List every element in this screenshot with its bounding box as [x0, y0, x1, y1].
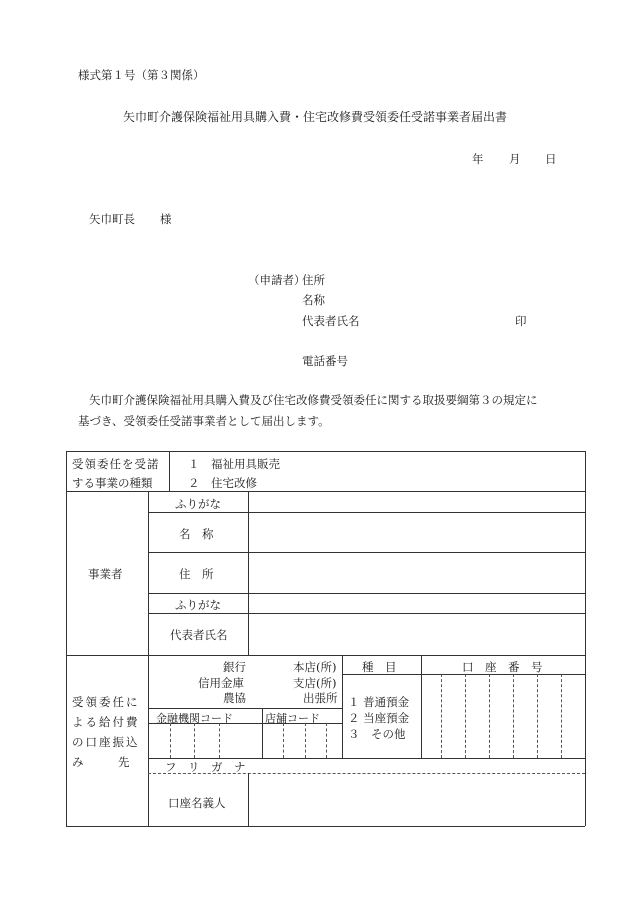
bank-option: 銀行 [223, 660, 246, 674]
sub-office-option: 出張所 [303, 691, 338, 705]
addressee-name: 矢巾町長 [89, 212, 135, 226]
furigana-kana-label: フ リ ガ ナ [165, 760, 246, 774]
furigana-label-2: ふりがな [175, 598, 221, 612]
business-name-label: 名 称 [179, 527, 214, 541]
head-office-option: 本店(所) [293, 660, 337, 674]
document-title: 矢巾町介護保険福祉用具購入費・住宅改修費受領委任受諾事業者届出書 [123, 110, 508, 124]
seal-mark: 印 [515, 314, 527, 328]
applicant-label: （申請者） [248, 273, 306, 287]
business-type-label-1: 受領委任を受諾 [72, 457, 160, 471]
date-month: 月 [509, 152, 521, 166]
date-day: 日 [545, 152, 557, 166]
business-type-option-1: １ 福祉用具販売 [188, 457, 280, 471]
business-type-label-2: する事業の種類 [72, 476, 153, 490]
account-label-2: よる給付費 [72, 715, 140, 729]
applicant-representative-label: 代表者氏名 [302, 314, 360, 328]
form-number: 様式第１号（第３関係） [78, 68, 205, 82]
credit-union-option: 信用金庫 [198, 676, 244, 690]
applicant-name-label: 名称 [302, 293, 325, 307]
account-label-3: の口座振込 [72, 735, 140, 749]
furigana-label: ふりがな [175, 497, 221, 511]
date-year: 年 [472, 152, 484, 166]
store-code-label: 店舗コード [265, 712, 320, 725]
account-holder-label: 口座名義人 [168, 796, 226, 810]
deposit-kind-1: １ 普通預金 [348, 695, 410, 709]
deposit-kind-2: ２ 当座預金 [348, 711, 410, 725]
branch-office-option: 支店(所) [293, 676, 337, 690]
bank-code-label: 金融機関コード [156, 712, 233, 725]
deposit-kind-header: 種 目 [362, 660, 397, 674]
business-address-label: 住 所 [179, 567, 214, 581]
account-label-1: 受領委任に [72, 695, 140, 709]
applicant-phone-label: 電話番号 [302, 354, 348, 368]
body-text-line1: 矢巾町介護保険福祉用具購入費及び住宅改修費受領委任に関する取扱要綱第３の規定に [89, 393, 538, 407]
representative-label: 代表者氏名 [170, 628, 228, 642]
addressee-suffix: 様 [160, 212, 172, 226]
account-label-4: み 先 [72, 755, 130, 769]
body-text-line2: 基づき、受領委任受諾事業者として届出します。 [78, 414, 330, 428]
applicant-address-label: 住所 [302, 273, 325, 287]
business-label: 事業者 [88, 567, 123, 581]
business-type-option-2: ２ 住宅改修 [188, 476, 257, 490]
account-number-header: 口 座 番 号 [462, 660, 543, 674]
agri-coop-option: 農協 [223, 691, 246, 705]
deposit-kind-3: ３ その他 [348, 727, 406, 741]
